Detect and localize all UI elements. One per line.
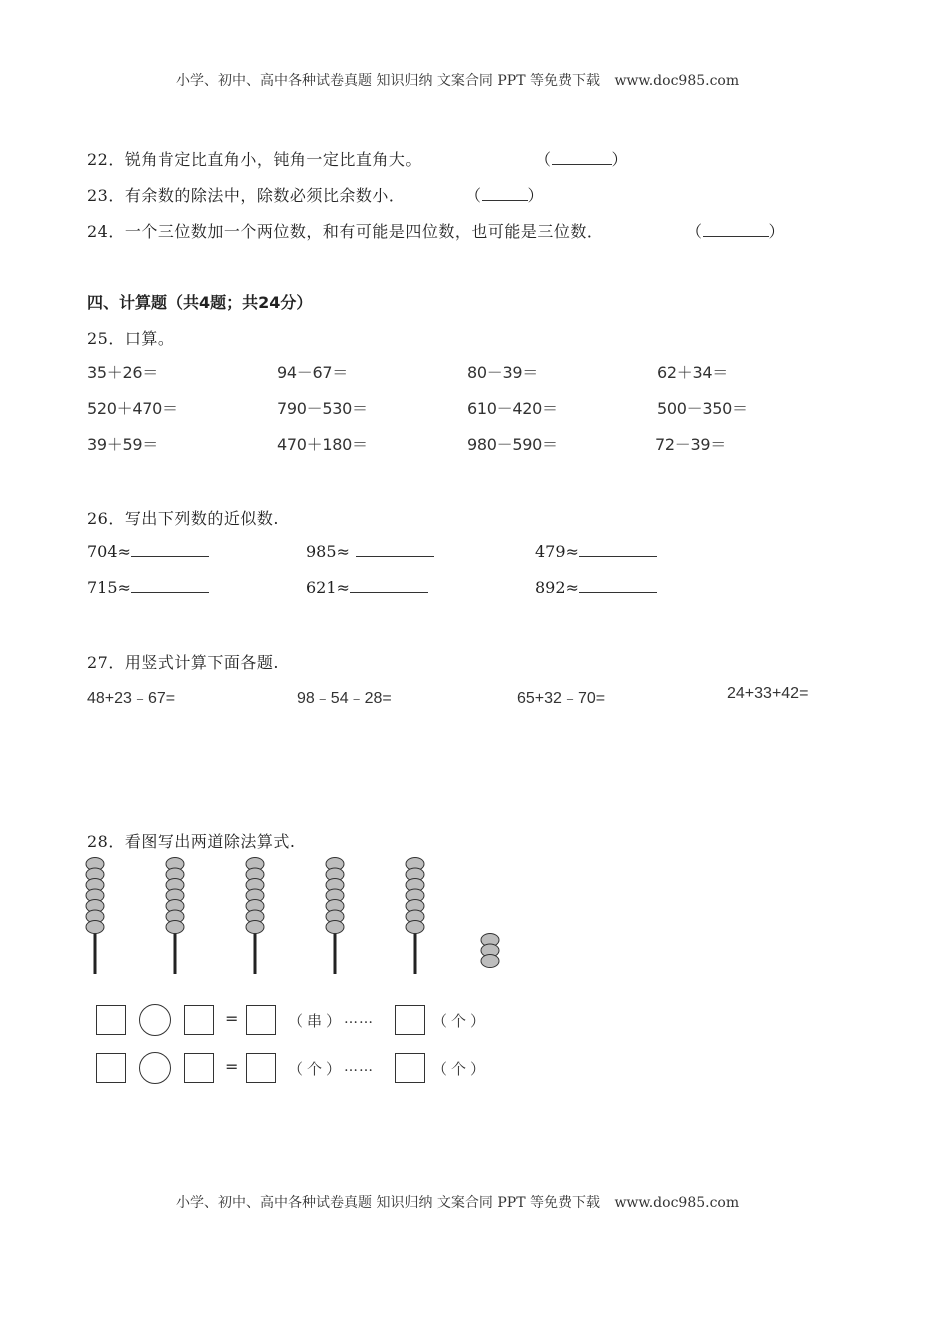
question-24: [87, 219, 603, 242]
question-26-title: 26．写出下列数的近似数.: [87, 509, 279, 528]
approx-item[interactable]: 985≈: [306, 542, 434, 561]
vertical-calc-item: 48+23﹣67=: [87, 690, 176, 707]
question-28-title: 28．看图写出两道除法算式.: [87, 832, 296, 851]
ball: [406, 921, 424, 934]
header-text: 小学、初中、高中各种试卷真题 知识归纳 文案合同 PPT 等免费下载: [176, 73, 600, 89]
oral-calc-item: 80－39＝: [467, 363, 538, 382]
question-23-text: 23．有余数的除法中，除数必须比余数小．: [87, 186, 406, 205]
question-22-text: 22．锐角肯定比直角小，钝角一定比直角大。: [87, 150, 422, 169]
footer-text: 小学、初中、高中各种试卷真题 知识归纳 文案合同 PPT 等免费下载: [176, 1195, 600, 1211]
operator-circle[interactable]: [139, 1004, 171, 1036]
approx-item[interactable]: 704≈: [87, 542, 209, 561]
page-footer: [176, 1192, 739, 1212]
answer-blank-23[interactable]: （ ）: [465, 186, 545, 205]
oral-calc-item: 39＋59＝: [87, 435, 158, 454]
question-24-text: 24．一个三位数加一个两位数，和有可能是四位数，也可能是三位数．: [87, 222, 604, 241]
header-url: www.doc985.com: [614, 73, 740, 89]
skewer-illustration: [80, 852, 520, 982]
answer-box-remainder[interactable]: [395, 1053, 425, 1083]
vertical-calc-item: 24+33+42=: [727, 685, 809, 702]
vertical-calc-item: 98﹣54﹣28=: [297, 690, 392, 707]
remainder-dots: ……: [344, 1059, 374, 1075]
approx-item[interactable]: 479≈: [535, 542, 657, 561]
approx-item[interactable]: 621≈: [306, 578, 428, 597]
unit-label: （个）: [432, 1012, 490, 1030]
answer-blank-22[interactable]: （ ）: [535, 150, 629, 169]
answer-blank-24[interactable]: （ ）: [686, 222, 786, 241]
oral-calc-item: 94－67＝: [277, 363, 348, 382]
answer-box-divisor[interactable]: [184, 1005, 214, 1035]
ball: [481, 955, 499, 968]
remainder-dots: ……: [344, 1011, 374, 1027]
footer-url: www.doc985.com: [614, 1195, 740, 1211]
oral-calc-item: 610－420＝: [467, 399, 558, 418]
question-27-title: 27．用竖式计算下面各题.: [87, 653, 279, 672]
oral-calc-item: 470＋180＝: [277, 435, 368, 454]
answer-box-remainder[interactable]: [395, 1005, 425, 1035]
ball: [246, 921, 264, 934]
ball: [86, 921, 104, 934]
ball: [326, 921, 344, 934]
answer-box-dividend[interactable]: [96, 1005, 126, 1035]
question-23: [87, 183, 405, 206]
oral-calc-item: 62＋34＝: [657, 363, 728, 382]
approx-item[interactable]: 715≈: [87, 578, 209, 597]
answer-box-quotient[interactable]: [246, 1005, 276, 1035]
oral-calc-item: 520＋470＝: [87, 399, 178, 418]
unit-label: （个）: [432, 1060, 490, 1078]
unit-label: （个）: [288, 1060, 346, 1078]
vertical-calc-item: 65+32﹣70=: [517, 690, 606, 707]
answer-box-dividend[interactable]: [96, 1053, 126, 1083]
unit-label: （串）: [288, 1012, 346, 1030]
ball: [166, 921, 184, 934]
question-25-title: 25．口算。: [87, 329, 175, 348]
equals-sign: =: [225, 1009, 239, 1028]
oral-calc-item: 35＋26＝: [87, 363, 158, 382]
answer-box-divisor[interactable]: [184, 1053, 214, 1083]
oral-calc-item: 500－350＝: [657, 399, 748, 418]
approx-item[interactable]: 892≈: [535, 578, 657, 597]
operator-circle[interactable]: [139, 1052, 171, 1084]
answer-box-quotient[interactable]: [246, 1053, 276, 1083]
skewers: [86, 858, 424, 975]
section-title: 四、计算题（共4题；共24分）: [87, 293, 313, 312]
oral-calc-item: 72－39＝: [655, 435, 726, 454]
oral-calc-item: 790－530＝: [277, 399, 368, 418]
oral-calc-item: 980－590＝: [467, 435, 558, 454]
question-22: [87, 147, 422, 170]
leftover-balls: [481, 934, 499, 968]
page-header: [176, 70, 739, 90]
equals-sign: =: [225, 1057, 239, 1076]
